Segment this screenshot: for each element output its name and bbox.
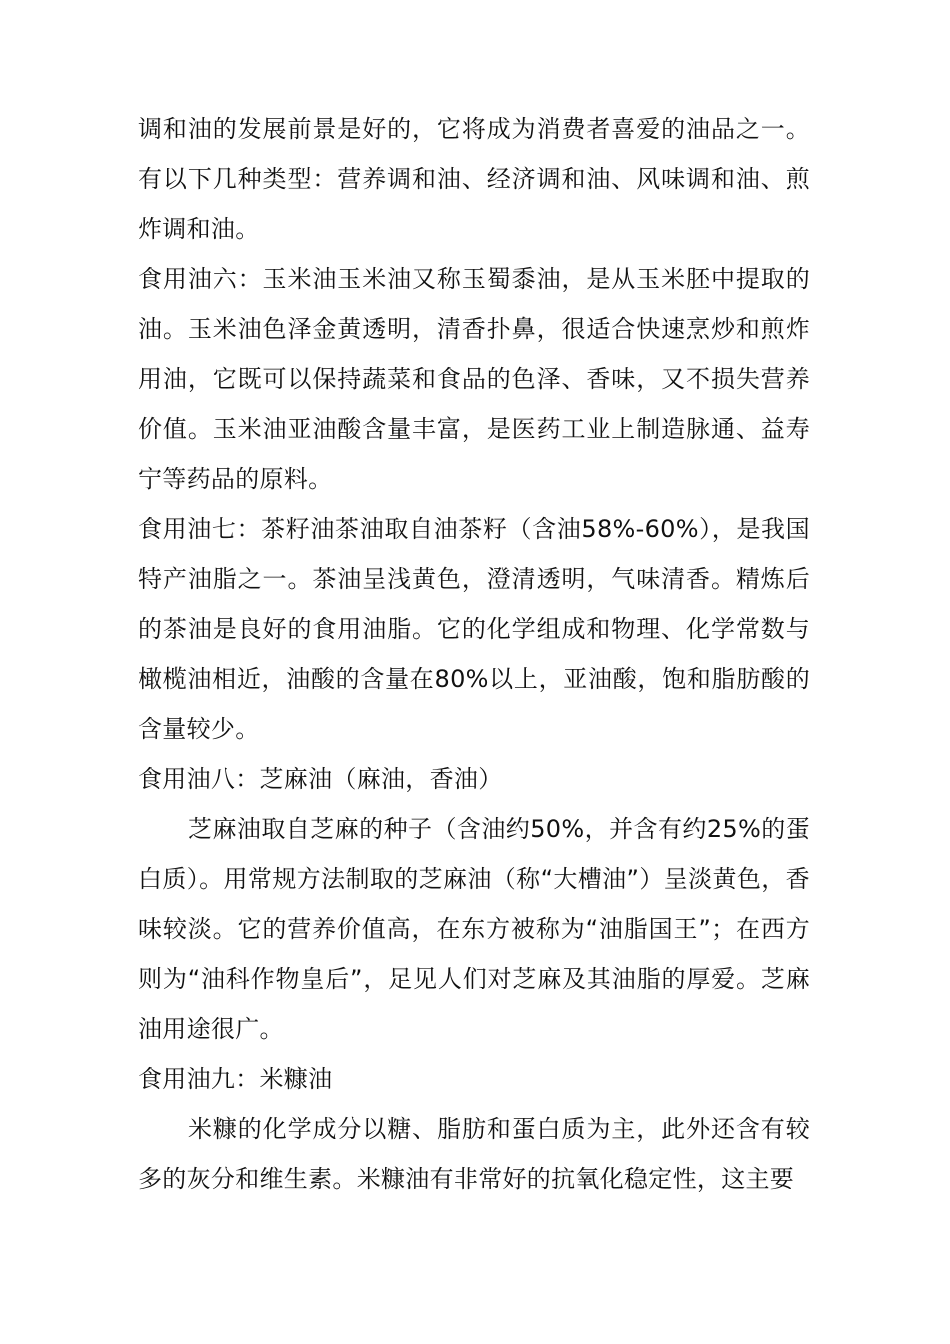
heading-rice-bran-oil: 食用油九：米糠油 xyxy=(138,1065,333,1093)
paragraph-tea-seed-oil: 食用油七：茶籽油茶油取自油茶籽（含油58%-60%），是我国特产油脂之一。茶油呈浅黄色，澄清透明，气味清香。精炼后的茶油是良好的食用油脂。它的化学组成和物理、化学常数与橄榄油相近，油酸的含量在80%以上，亚油酸，饱和脂肪酸的含量较少。 xyxy=(138,515,810,743)
paragraph-sesame-oil: 芝麻油取自芝麻的种子（含油约50%，并含有约25%的蛋白质）。用常规方法制取的芝麻油（称“大槽油”）呈淡黄色，香味较淡。它的营养价值高，在东方被称为“油脂国王”；在西方则为“油科作物皇后”，足见人们对芝麻及其油脂的厚爱。芝麻油用途很广。 xyxy=(138,815,810,1043)
paragraph-blended-oil: 调和油的发展前景是好的，它将成为消费者喜爱的油品之一。有以下几种类型：营养调和油、经济调和油、风味调和油、煎炸调和油。 xyxy=(138,115,810,243)
paragraph-corn-oil: 食用油六：玉米油玉米油又称玉蜀黍油，是从玉米胚中提取的油。玉米油色泽金黄透明，清香扑鼻，很适合快速烹炒和煎炸用油，它既可以保持蔬菜和食品的色泽、香味，又不损失营养价值。玉米油亚油酸含量丰富，是医药工业上制造脉通、益寿宁等药品的原料。 xyxy=(138,265,810,493)
document-body xyxy=(138,104,810,1204)
heading-sesame-oil: 食用油八：芝麻油（麻油，香油） xyxy=(138,765,503,793)
paragraph-rice-bran-oil: 米糠的化学成分以糖、脂肪和蛋白质为主，此外还含有较多的灰分和维生素。米糠油有非常好的抗氧化稳定性，这主要 xyxy=(138,1115,810,1193)
